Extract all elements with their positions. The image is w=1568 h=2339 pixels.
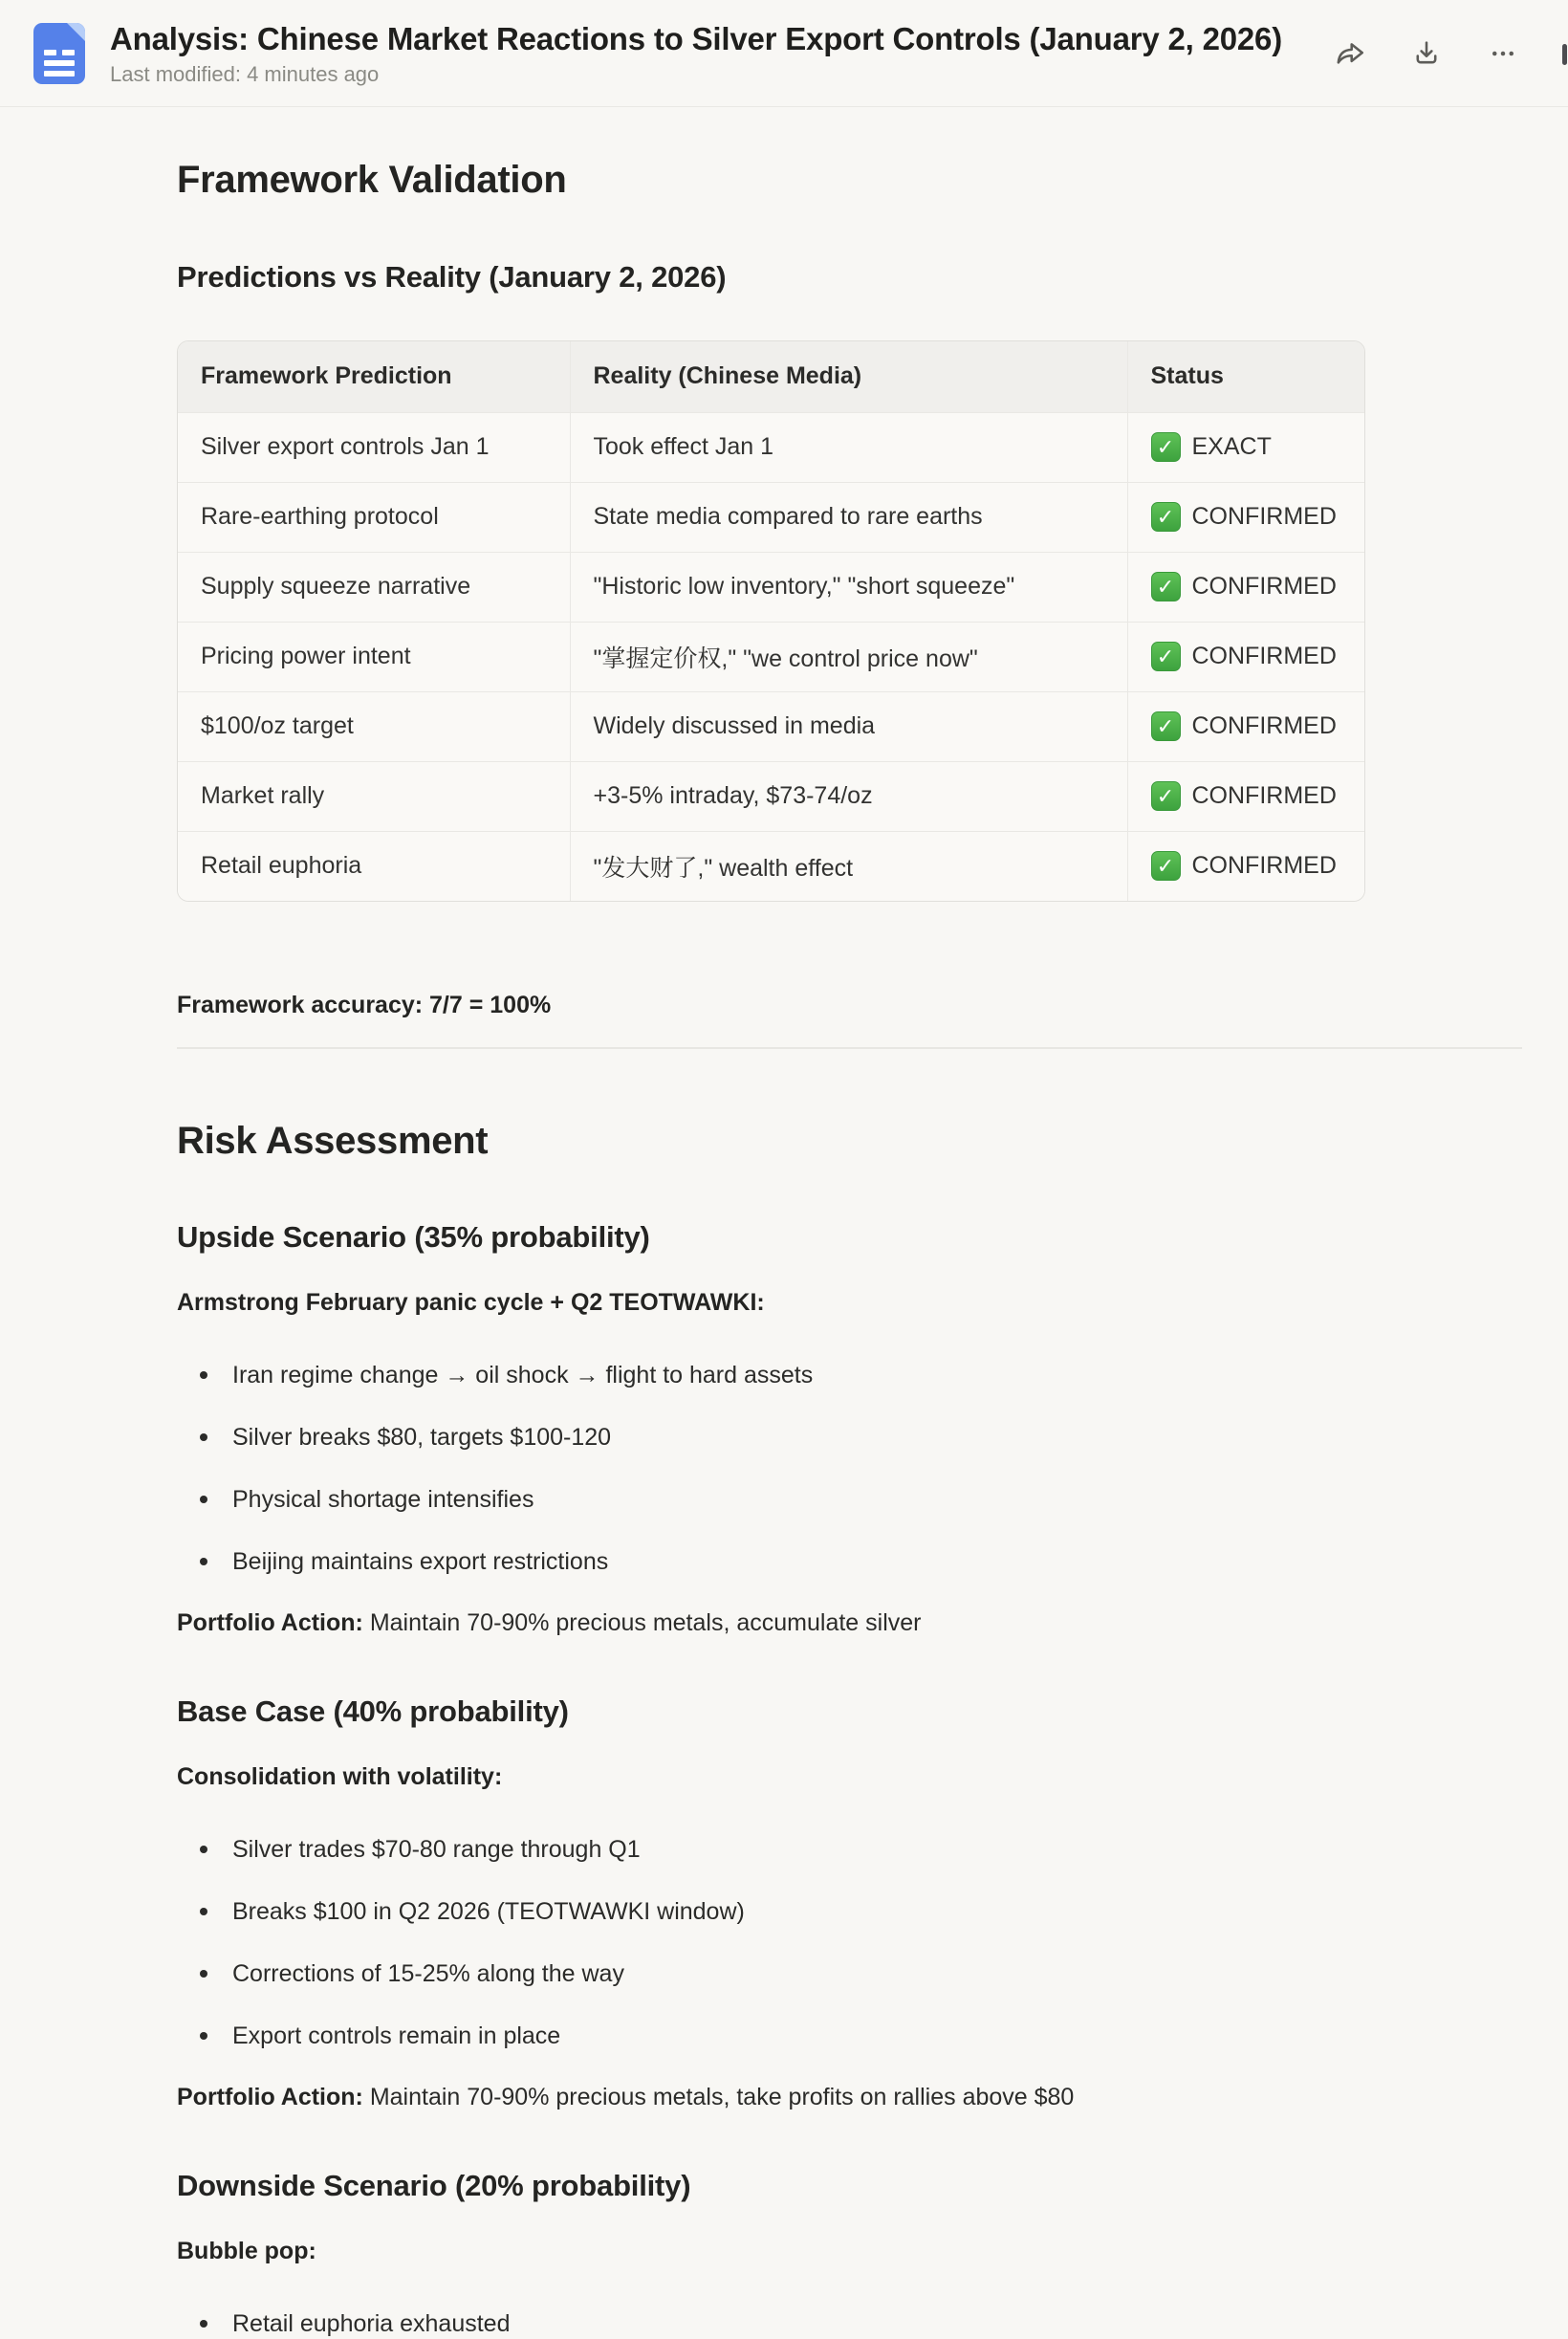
check-mark-icon <box>1151 432 1181 462</box>
table-row <box>178 831 1364 901</box>
file-preview-header <box>0 0 1568 107</box>
cell-prediction: Rare-earthing protocol <box>178 482 570 552</box>
base-intro-text: Consolidation with volatility: <box>177 1762 503 1790</box>
cell-status <box>1127 552 1364 622</box>
predictions-table <box>177 340 1365 902</box>
base-bullet-list <box>177 1834 1522 2051</box>
heading-downside-scenario: Downside Scenario (20% probability) <box>177 2168 691 2202</box>
portfolio-action-label: Portfolio Action: <box>177 1608 370 1636</box>
list-item: Corrections of 15-25% along the way <box>177 1958 1522 1989</box>
document-body <box>0 107 1568 2339</box>
status-label: CONFIRMED <box>1191 643 1337 669</box>
status-label: CONFIRMED <box>1191 852 1337 879</box>
cell-prediction: Retail euphoria <box>178 831 570 901</box>
check-mark-icon <box>1151 572 1181 601</box>
section-divider <box>177 1047 1522 1049</box>
status-label: CONFIRMED <box>1191 503 1337 530</box>
check-mark-icon <box>1151 642 1181 671</box>
cell-reality: State media compared to rare earths <box>570 482 1127 552</box>
check-mark-icon <box>1151 502 1181 532</box>
list-item: Beijing maintains export restrictions <box>177 1546 1522 1577</box>
list-item: Silver breaks $80, targets $100-120 <box>177 1422 1522 1453</box>
table-row <box>178 761 1364 831</box>
table-row <box>178 552 1364 622</box>
column-header-reality: Reality (Chinese Media) <box>570 341 1127 412</box>
document-title: Analysis: Chinese Market Reactions to Silver Export Controls (January 2, 2026) <box>110 20 1282 56</box>
cell-reality: Widely discussed in media <box>570 691 1127 761</box>
list-item: Physical shortage intensifies <box>177 1484 1522 1515</box>
downside-bullet-list <box>177 2308 1522 2339</box>
cell-reality: Took effect Jan 1 <box>570 412 1127 482</box>
heading-predictions-vs-reality: Predictions vs Reality (January 2, 2026) <box>177 260 727 294</box>
more-options-button[interactable] <box>1486 36 1520 71</box>
upside-portfolio-action <box>177 1608 1522 1638</box>
cell-prediction: $100/oz target <box>178 691 570 761</box>
heading-framework-validation: Framework Validation <box>177 159 567 201</box>
table-row <box>178 622 1364 691</box>
download-icon <box>1410 37 1443 70</box>
scrollbar-thumb[interactable] <box>1562 44 1567 65</box>
ellipsis-icon <box>1489 39 1517 68</box>
portfolio-action-label: Portfolio Action: <box>177 2083 370 2110</box>
cell-reality: "Historic low inventory," "short squeeze" <box>570 552 1127 622</box>
cell-reality: "发大财了," wealth effect <box>570 831 1127 901</box>
portfolio-action-text: Maintain 70-90% precious metals, accumulate silver <box>369 1608 922 1636</box>
cell-reality: +3-5% intraday, $73-74/oz <box>570 761 1127 831</box>
column-header-prediction: Framework Prediction <box>178 341 570 412</box>
base-portfolio-action <box>177 2083 1522 2112</box>
share-button[interactable] <box>1333 36 1367 71</box>
cell-prediction: Silver export controls Jan 1 <box>178 412 570 482</box>
list-item: Export controls remain in place <box>177 2021 1522 2051</box>
list-item: Iran regime change → oil shock → flight to hard assets <box>177 1360 1522 1390</box>
downside-intro-text: Bubble pop: <box>177 2237 316 2264</box>
table-row <box>178 412 1364 482</box>
upside-intro-text: Armstrong February panic cycle + Q2 TEOTWAWKI: <box>177 1288 765 1316</box>
status-label: CONFIRMED <box>1191 573 1337 600</box>
status-label: EXACT <box>1191 433 1272 460</box>
document-icon-fold <box>67 23 85 41</box>
cell-status <box>1127 831 1364 901</box>
framework-accuracy-text: Framework accuracy: 7/7 = 100% <box>177 991 552 1018</box>
last-modified-text: Last modified: 4 minutes ago <box>110 61 380 86</box>
cell-prediction: Pricing power intent <box>178 622 570 691</box>
cell-status <box>1127 412 1364 482</box>
heading-upside-scenario: Upside Scenario (35% probability) <box>177 1219 650 1254</box>
cell-prediction: Supply squeeze narrative <box>178 552 570 622</box>
heading-base-case: Base Case (40% probability) <box>177 1694 569 1728</box>
check-mark-icon <box>1151 851 1181 881</box>
download-button[interactable] <box>1409 36 1444 71</box>
document-icon <box>33 23 85 84</box>
heading-risk-assessment: Risk Assessment <box>177 1119 489 1162</box>
status-label: CONFIRMED <box>1191 782 1337 809</box>
cell-status <box>1127 691 1364 761</box>
list-item: Breaks $100 in Q2 2026 (TEOTWAWKI window) <box>177 1896 1522 1927</box>
column-header-status: Status <box>1127 341 1364 412</box>
header-actions <box>1333 0 1520 107</box>
check-mark-icon <box>1151 711 1181 741</box>
cell-status <box>1127 622 1364 691</box>
list-item: Retail euphoria exhausted <box>177 2308 1522 2339</box>
table-header-row <box>178 341 1364 412</box>
check-mark-icon <box>1151 781 1181 811</box>
upside-bullet-list <box>177 1360 1522 1577</box>
table-row <box>178 691 1364 761</box>
cell-prediction: Market rally <box>178 761 570 831</box>
share-forward-icon <box>1334 37 1366 70</box>
table-row <box>178 482 1364 552</box>
cell-reality: "掌握定价权," "we control price now" <box>570 622 1127 691</box>
status-label: CONFIRMED <box>1191 712 1337 739</box>
cell-status <box>1127 482 1364 552</box>
list-item: Silver trades $70-80 range through Q1 <box>177 1834 1522 1865</box>
cell-status <box>1127 761 1364 831</box>
portfolio-action-text: Maintain 70-90% precious metals, take profits on rallies above $80 <box>369 2083 1075 2110</box>
